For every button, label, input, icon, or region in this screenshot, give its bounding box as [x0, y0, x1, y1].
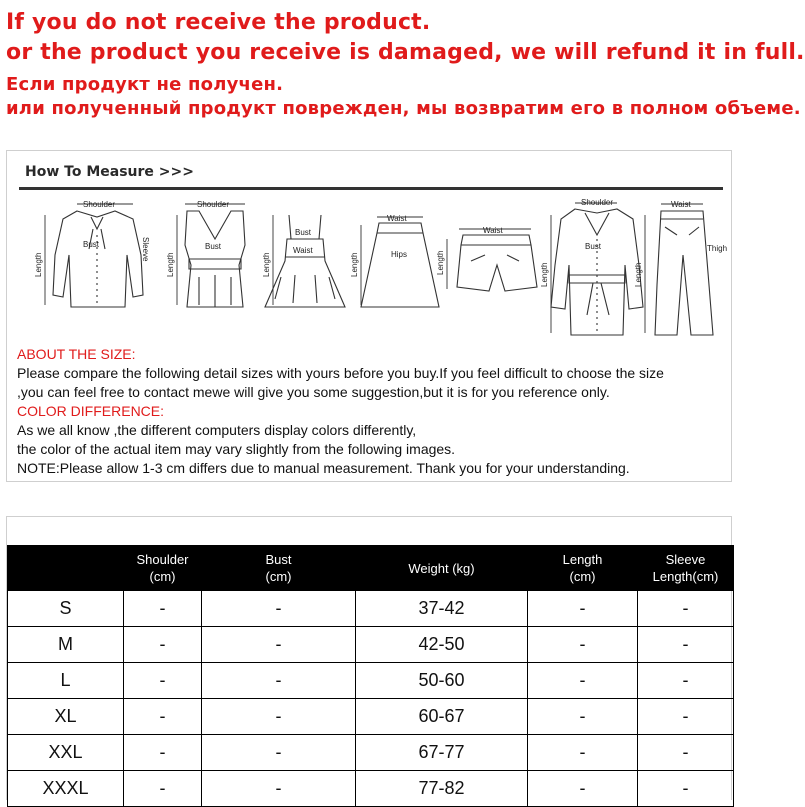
- header-shoulder: Shoulder (cm): [124, 546, 202, 591]
- measure-heading: How To Measure >>>: [25, 164, 194, 180]
- cell-length: -: [528, 663, 638, 699]
- cell-size: L: [8, 663, 124, 699]
- cell-shoulder: -: [124, 663, 202, 699]
- table-row: [8, 663, 734, 699]
- label-length-5: Length: [436, 250, 445, 275]
- size-info-text: [17, 345, 727, 478]
- cell-length: -: [528, 735, 638, 771]
- table-row: [8, 591, 734, 627]
- about-size-title: ABOUT THE SIZE:: [17, 346, 136, 362]
- measurement-note: NOTE:Please allow 1-3 cm differs due to manual measurement. Thank you for your understanding.: [17, 460, 630, 476]
- shorts-illustration: [457, 235, 537, 291]
- color-difference-line-2: the color of the actual item may vary slightly from the following images.: [17, 441, 456, 457]
- cell-length: -: [528, 627, 638, 663]
- cell-bust: -: [202, 627, 356, 663]
- garment-diagram-svg: [19, 195, 728, 347]
- coat-illustration: [551, 209, 643, 335]
- cell-shoulder: -: [124, 591, 202, 627]
- cell-size: S: [8, 591, 124, 627]
- label-waist-3: Waist: [293, 246, 313, 255]
- cell-weight: 77-82: [356, 771, 528, 807]
- heading-divider: [19, 187, 723, 190]
- label-bust-6: Bust: [585, 242, 602, 251]
- cell-weight: 50-60: [356, 663, 528, 699]
- cell-sleeve-length: -: [638, 591, 734, 627]
- cell-length: -: [528, 699, 638, 735]
- label-thigh-7: Thigh: [707, 244, 728, 253]
- header-size: [8, 546, 124, 591]
- cell-sleeve-length: -: [638, 699, 734, 735]
- label-length-4: Length: [350, 252, 359, 277]
- size-chart-panel: [6, 516, 732, 800]
- cell-sleeve-length: -: [638, 735, 734, 771]
- cell-size: XXXL: [8, 771, 124, 807]
- label-waist-4: Waist: [387, 214, 407, 223]
- header-weight: Weight (kg): [356, 546, 528, 591]
- cell-bust: -: [202, 591, 356, 627]
- about-size-line-1: Please compare the following detail sizes with yours before you buy.If you feel difficult to choose the size: [17, 365, 664, 381]
- table-row: [8, 699, 734, 735]
- cell-size: XXL: [8, 735, 124, 771]
- cell-weight: 60-67: [356, 699, 528, 735]
- color-difference-line-1: As we all know ,the different computers display colors differently,: [17, 422, 417, 438]
- cell-length: -: [528, 771, 638, 807]
- label-waist-7: Waist: [671, 200, 691, 209]
- cell-shoulder: -: [124, 735, 202, 771]
- cell-bust: -: [202, 771, 356, 807]
- label-bust-1: Bust: [83, 240, 100, 249]
- refund-notice: [0, 0, 805, 128]
- cell-weight: 37-42: [356, 591, 528, 627]
- size-chart-table: [7, 545, 734, 807]
- header-sleeve-length: Sleeve Length(cm): [638, 546, 734, 591]
- label-length-3: Length: [262, 252, 271, 277]
- how-to-measure-panel: [6, 150, 732, 482]
- label-shoulder-1: Shoulder: [83, 200, 116, 209]
- notice-line-1: If you do not receive the product.: [6, 10, 431, 35]
- cell-shoulder: -: [124, 771, 202, 807]
- label-shoulder-6: Shoulder: [581, 198, 614, 207]
- cell-sleeve-length: -: [638, 627, 734, 663]
- label-length-1: Length: [34, 252, 43, 277]
- table-row: [8, 735, 734, 771]
- table-header-row: [8, 546, 734, 591]
- label-length-2: Length: [166, 252, 175, 277]
- notice-line-2: or the product you receive is damaged, we will refund it in full.: [6, 40, 805, 65]
- skirt-illustration: [361, 223, 439, 307]
- label-shoulder-2: Shoulder: [197, 200, 230, 209]
- table-row: [8, 771, 734, 807]
- cell-sleeve-length: -: [638, 771, 734, 807]
- notice-line-3: Если продукт не получен.: [6, 74, 284, 95]
- cell-sleeve-length: -: [638, 663, 734, 699]
- label-bust-2: Bust: [205, 242, 222, 251]
- cell-bust: -: [202, 663, 356, 699]
- blouse-illustration: [53, 211, 143, 307]
- cell-weight: 67-77: [356, 735, 528, 771]
- label-sleeve-1: Sleeve: [141, 237, 150, 262]
- label-length-6: Length: [540, 262, 549, 287]
- cell-bust: -: [202, 735, 356, 771]
- cell-weight: 42-50: [356, 627, 528, 663]
- cell-length: -: [528, 591, 638, 627]
- sleeveless-top-illustration: [185, 211, 245, 307]
- trousers-illustration: [655, 211, 713, 335]
- notice-line-4: или полученный продукт поврежден, мы возвратим его в полном объеме.: [6, 98, 801, 119]
- label-bust-3: Bust: [295, 228, 312, 237]
- label-waist-5: Waist: [483, 226, 503, 235]
- about-size-line-2: ,you can feel free to contact mewe will give you some suggestion,but it is for you reference only.: [17, 384, 610, 400]
- cell-size: XL: [8, 699, 124, 735]
- color-difference-title: COLOR DIFFERENCE:: [17, 403, 165, 419]
- cell-shoulder: -: [124, 699, 202, 735]
- table-row: [8, 627, 734, 663]
- cell-bust: -: [202, 699, 356, 735]
- header-bust: Bust (cm): [202, 546, 356, 591]
- cell-size: M: [8, 627, 124, 663]
- cell-shoulder: -: [124, 627, 202, 663]
- label-hips-4: Hips: [391, 250, 408, 259]
- header-length: Length (cm): [528, 546, 638, 591]
- label-length-7: Length: [634, 262, 643, 287]
- garment-illustrations: [19, 195, 728, 347]
